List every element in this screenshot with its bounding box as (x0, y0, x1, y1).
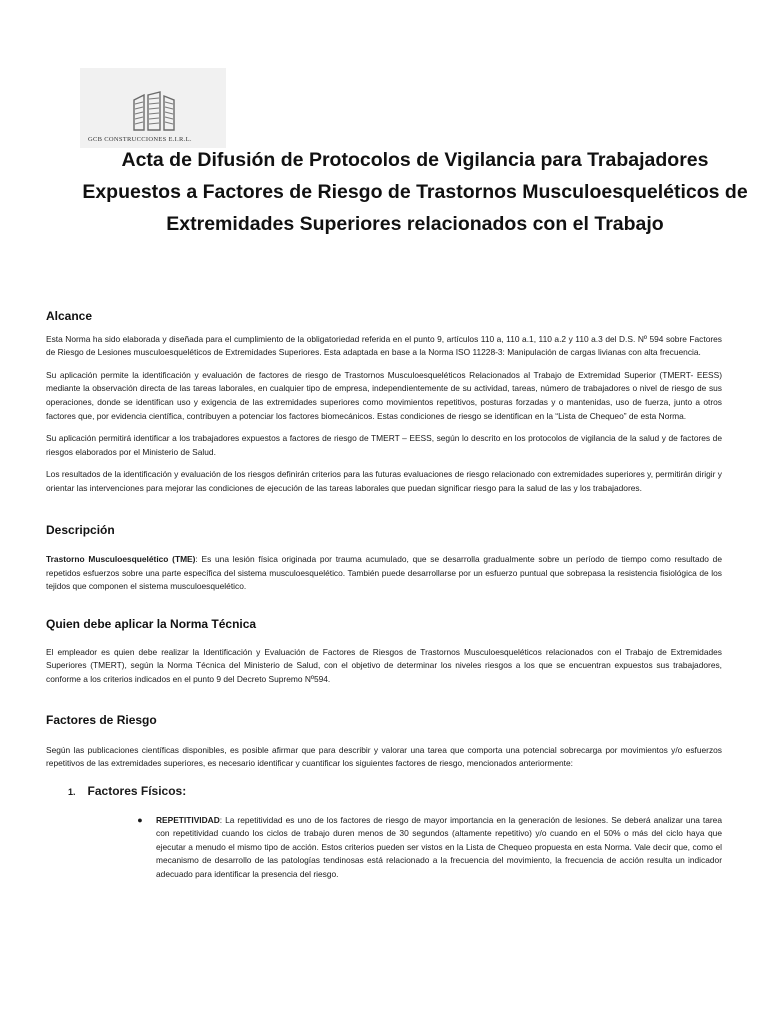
heading-quien: Quien debe aplicar la Norma Técnica (46, 616, 257, 631)
list-title: Factores Físicos: (87, 784, 187, 799)
bullet-repetitividad (134, 814, 722, 882)
list-item-factores-fisicos (68, 785, 722, 800)
factores-paragraph: Según las publicaciones científicas disponibles, es posible afirmar que para describir y valorar una tarea que comporta una potencial sobrecarga por movimientos y/o esfuerzos repetitivos de las extremidades superiores, es necesario identificar y cuantificar los siguientes factores de riesgo, mencionados anteriormente: (46, 744, 722, 769)
document-title: Acta de Difusión de Protocolos de Vigilancia para Trabajadores Expuestos a Factores de Riesgo de Trastornos Musculoesqueléticos de Extremidades Superiores relacionados con el Trabajo (82, 149, 748, 235)
logo-company-name: GCB CONSTRUCCIONES E.I.R.L. (88, 136, 192, 143)
alcance-paragraph-1: Esta Norma ha sido elaborada y diseñada para el cumplimiento de la obligatoriedad referida en el punto 9, artículos 110 a, 110 a.1, 110 a.2 y 110 a.3 del D.S. Nº 594 sobre Factores de Riesgo de Lesiones musculoesqueléticos de Extremidades Superiores. Esta adaptada en base a la Norma ISO 11228-3: Manipulación de cargas livianas con alta frecuencia. (46, 333, 722, 358)
heading-factores: Factores de Riesgo (46, 713, 157, 728)
heading-descripcion: Descripción (46, 522, 115, 537)
quien-paragraph: El empleador es quien debe realizar la Identificación y Evaluación de Factores de Riesgos de Trastornos Musculoesqueléticos relacionados con el Trabajo de Extremidades Superiores (TMERT), según la Norma Técnica del Ministerio de Salud, con el objetivo de determinar los niveles riesgos a los que se encuentran expuestos sus trabajadores, conforme a los criterios indicados en el punto 9 del Decreto Supremo Nº594. (46, 646, 722, 684)
alcance-paragraph-4: Los resultados de la identificación y evaluación de los riesgos definirán criterios para las futuras evaluaciones de riesgo relacionado con extremidades superiores y, permitirán dirigir y orientar las intervenciones para mejorar las condiciones de ejecución de las tareas laborales que puedan significar riesgo para la salud de las y los trabajadores. (46, 469, 722, 493)
heading-alcance: Alcance (46, 309, 93, 323)
bullet-term: REPETITIVIDAD (156, 814, 220, 825)
company-logo (80, 68, 226, 148)
bullet-description: : La repetitividad es uno de los factores de riesgo de mayor importancia en la generación de lesiones. Se deberá analizar una tarea con repetitividad cuando los ciclos de trabajo duren menos de 30 segundos (altamente repetitivo) y/o cuando en el 50% o más del ciclo haya que ejecutar a menudo el mismo tipo de acción. Estos criterios pueden ser vistos en la Lista de Chequeo propuesta en esta Norma. Vale decir que, como el mecanismo de desarrollo de las patologías tendinosas está relacionado a la frecuencia del movimiento, la frecuencia de acción resulta un indicador adecuado para identificar la presencia del riesgo. (156, 814, 722, 880)
bullet-text (156, 814, 722, 882)
descripcion-term: Trastorno Musculoesquelético (TME) (46, 554, 196, 565)
list-number: 1. (68, 787, 76, 798)
document-body (46, 310, 722, 882)
descripcion-text: : Es una lesión física originada por trauma acumulado, que se desarrolla gradualmente sobre un período de tiempo como resultado de repetidos esfuerzos sobre una parte específica del sistema musculoesquelético. También puede desarrollarse por un esfuerzo puntual que sobrepasa la resistencia fisiológica de los tejidos que componen el sistema musculoesquelético. (46, 554, 722, 592)
descripcion-paragraph (46, 553, 722, 594)
building-logo-icon (130, 90, 176, 134)
bullet-icon: ● (137, 814, 143, 825)
alcance-paragraph-2: Su aplicación permite la identificación y evaluación de factores de riesgo de Trastornos Musculoesqueléticos Relacionados al Trabajo de Extremidad Superior (TMERT- EESS) mediante la observación directa de las tareas laborales, en cualquier tipo de empresa, independientemente de su actividad, tareas, número de trabajadores o nivel de riesgo de sus operaciones, donde se identifican uso y exigencia de las extremidades superiores como movimientos repetitivos, posturas forzadas y o mantenidas, uso de fuerza, junto a otros factores que, por evidencia científica, contribuyen a potenciar los factores biomecánicos. Estas condiciones de riesgo se identifican en la “Lista de Chequeo” de esta Norma. (46, 369, 722, 421)
alcance-paragraph-3: Su aplicación permitirá identificar a los trabajadores expuestos a factores de riesgo de TMERT – EESS, según lo descrito en los protocolos de vigilancia de la salud y de factores de riesgos elaborados por el Ministerio de Salud. (46, 433, 722, 457)
